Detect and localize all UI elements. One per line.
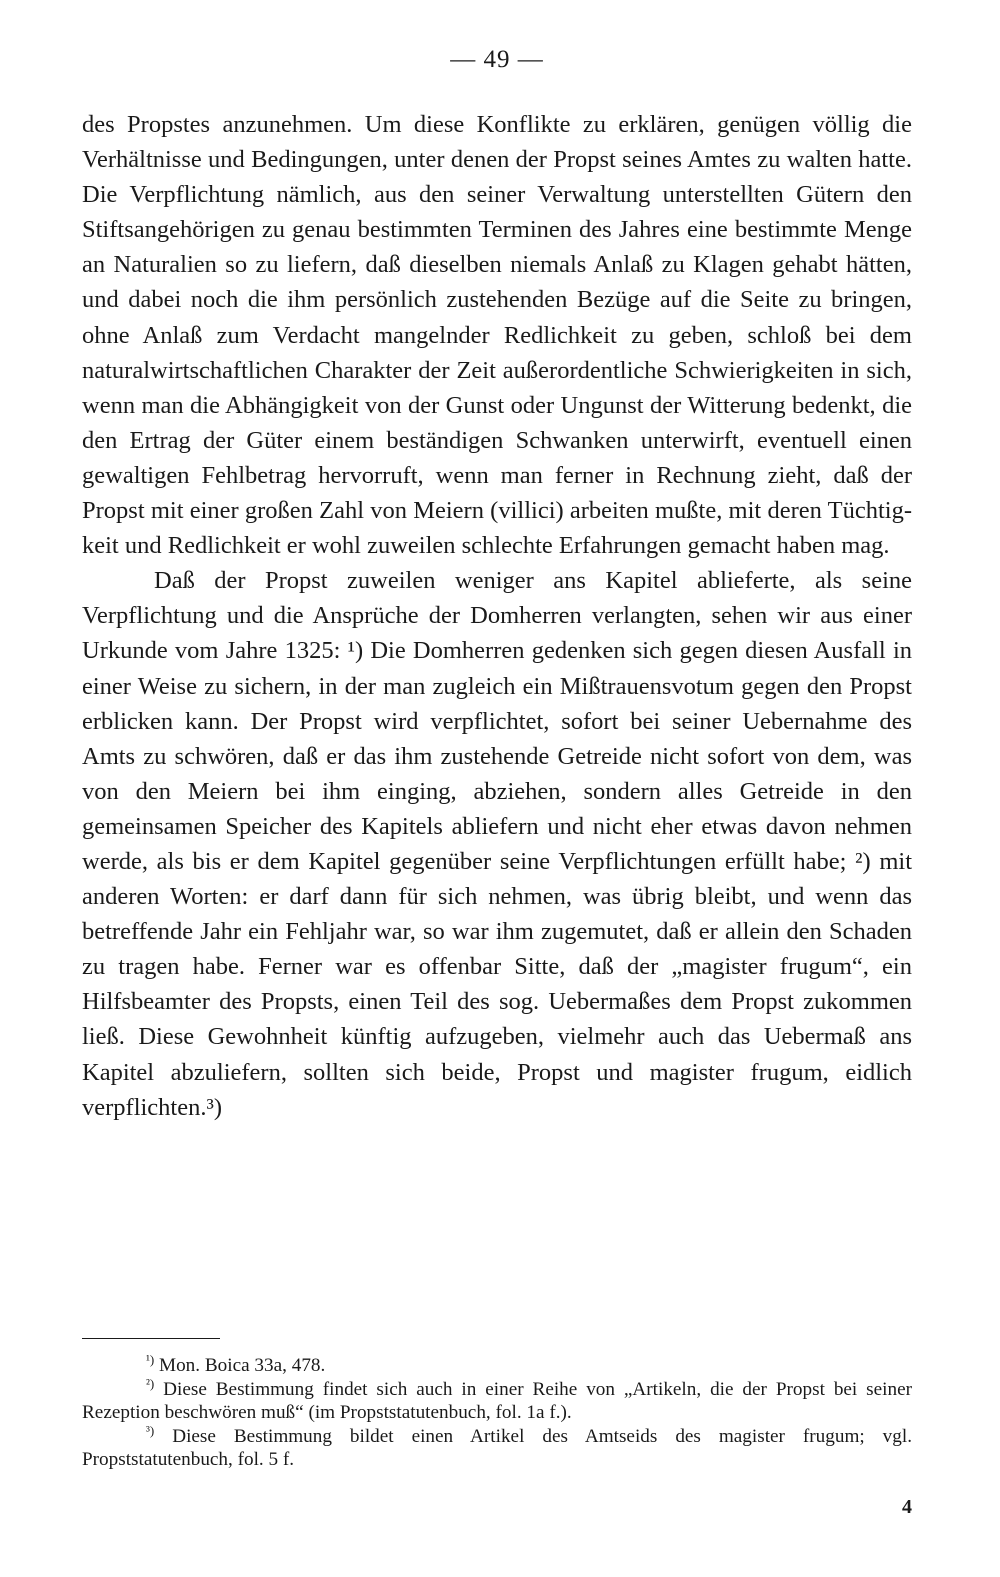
footnote [82,1375,912,1425]
book-page [82,0,912,1577]
paragraph: des Propstes anzunehmen. Um diese Konflikte zu erklären, genügen völlig die Verhältnisse und Bedingungen, unter denen der Propst seines Amtes zu walten hatte. Die Verpflichtung nämlich, aus den seiner Verwaltung unterstellten Gütern den Stiftsangehörigen zu genau bestimmten Terminen des Jahres eine bestimmte Menge an Naturalien so zu liefern, daß dieselben niemals Anlaß zu Klagen gehabt hätten, und dabei noch die ihm persönlich zustehenden Bezüge auf die Seite zu bringen, ohne Anlaß zum Verdacht mangelnder Redlichkeit zu geben, schloß bei dem naturalwirtschaftlichen Charakter der Zeit außerordentliche Schwierigkeiten in sich, wenn man die Abhängigkeit von der Gunst oder Ungunst der Witterung bedenkt, die den Ertrag der Güter einem beständigen Schwanken unterwirft, eventuell einen gewaltigen Fehlbetrag hervorruft, wenn man ferner in Rechnung zieht, daß der Propst mit einer großen Zahl von Meiern (villici) arbeiten mußte, mit deren Tüchtigkeit und Redlichkeit er wohl zuweilen schlechte Erfahrungen gemacht haben mag. [82,111,912,560]
footnote-text: Diese Bestimmung bildet einen Artikel des Amtseids des magister frugum; vgl. Propststatutenbuch, fol. 5 f. [82,1425,913,1471]
footnote-mark: ²) [146,1375,155,1391]
footnote-mark: ³) [146,1422,155,1438]
footnote-mark: ¹) [146,1352,155,1367]
footnote-text: Mon. Boica 33a, 478. [159,1355,326,1376]
main-text [82,107,912,1125]
footnote-text: Diese Bestimmung findet sich auch in einer Reihe von „Artikeln, die der Propst bei seiner Rezeption beschwören muß“ (im Propststatutenbuch, fol. 1a f.). [82,1378,912,1424]
footnote-separator [82,1338,220,1339]
page-number: — 49 — [450,46,544,73]
footnote [82,1354,912,1378]
printer-signature-mark: 4 [902,1496,912,1518]
footnotes [82,1354,912,1472]
paragraph: Daß der Propst zuweilen weniger ans Kapitel ablieferte, als seine Verpflichtung und die Ansprüche der Domherren verlangten, sehen wir aus einer Urkunde vom Jahre 1325: ¹) Die Domherren gedenken sich gegen diesen Ausfall in einer Weise zu sichern, in der man zugleich ein Mißtrauensvotum gegen den Propst erblicken kann. Der Propst wird verpflichtet, sofort bei seiner Uebernahme des Amts zu schwören, daß er das ihm zustehende Getreide nicht sofort von dem, was von den Meiern bei ihm einging, abziehen, sondern alles Getreide in den gemeinsamen Speicher des Kapitels abliefern und nicht eher etwas davon nehmen werde, als bis er dem Kapitel gegenüber seine Verpflichtungen erfüllt habe; ²) mit anderen Worten: er darf dann für sich nehmen, was übrig bleibt, und wenn das betreffende Jahr ein Fehljahr war, so war ihm zugemutet, daß er allein den Schaden zu tragen habe. Ferner war es offenbar Sitte, daß der „magister frugum“, ein Hilfsbeamter des Propsts, einen Teil des sog. Uebermaßes dem Propst zukommen ließ. Diese Gewohnheit künftig aufzugeben, vielmehr auch das Uebermaß ans Kapitel abzuliefern, sollten sich beide, Propst und magister frugum, eidlich verpflichten.³) [82,567,912,1121]
footnote [82,1422,913,1472]
